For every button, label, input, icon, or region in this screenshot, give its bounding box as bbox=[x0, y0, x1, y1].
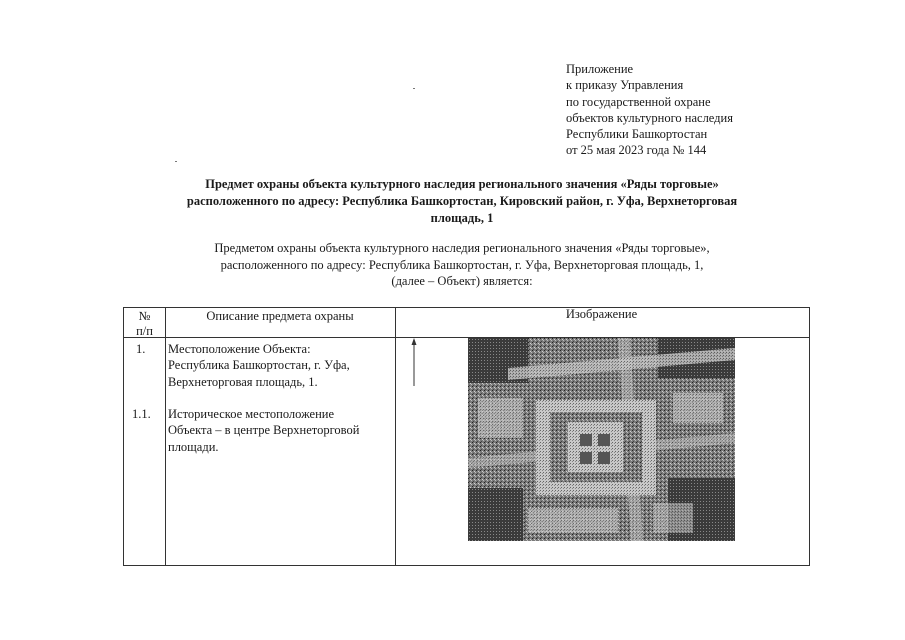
north-arrow-icon bbox=[409, 338, 419, 388]
intro-paragraph bbox=[120, 240, 804, 290]
title-line: Предмет охраны объекта культурного наследия регионального значения «Ряды торговые» bbox=[205, 177, 719, 191]
row-number: 1.1. bbox=[132, 407, 151, 421]
description-line: площади. bbox=[168, 439, 219, 454]
document-title bbox=[120, 176, 804, 227]
header-image: Изображение bbox=[565, 307, 638, 321]
appendix-line: Республики Башкортостан bbox=[566, 127, 708, 142]
intro-line: Предметом охраны объекта культурного наследия регионального значения «Ряды торговые», bbox=[214, 241, 710, 255]
scan-speck bbox=[175, 161, 177, 162]
row-description bbox=[168, 341, 393, 390]
appendix-line: к приказу Управления bbox=[566, 78, 684, 93]
description-line: Верхнеторговая площадь, 1. bbox=[168, 374, 318, 389]
appendix-block bbox=[566, 61, 886, 159]
title-line: расположенного по адресу: Республика Башкортостан, Кировский район, г. Уфа, Верхнеторговая bbox=[186, 194, 738, 208]
description-line: Историческое местоположение bbox=[168, 407, 335, 421]
aerial-photo bbox=[468, 338, 735, 541]
column-divider bbox=[165, 308, 166, 565]
appendix-line: Приложение bbox=[566, 62, 634, 76]
appendix-line: объектов культурного наследия bbox=[566, 110, 733, 125]
column-divider bbox=[395, 308, 396, 565]
row-description bbox=[168, 406, 393, 455]
description-line: Объекта – в центре Верхнеторговой bbox=[168, 423, 360, 438]
row-number: 1. bbox=[136, 342, 146, 356]
header-number bbox=[124, 309, 165, 339]
scan-speck bbox=[413, 88, 415, 89]
description-line: Республика Башкортостан, г. Уфа, bbox=[168, 358, 350, 373]
intro-line: расположенного по адресу: Республика Башкортостан, г. Уфа, Верхнеторговая площадь, 1, bbox=[220, 257, 704, 272]
intro-line: (далее – Объект) является: bbox=[391, 274, 533, 288]
description-line: Местоположение Объекта: bbox=[168, 342, 311, 356]
appendix-line: по государственной охране bbox=[566, 94, 711, 109]
title-line: площадь, 1 bbox=[430, 211, 494, 225]
header-description: Описание предмета охраны bbox=[206, 309, 354, 323]
header-number-symbol: № bbox=[138, 309, 151, 323]
header-number-abbr: п/п bbox=[136, 324, 153, 338]
appendix-line: от 25 мая 2023 года № 144 bbox=[566, 143, 707, 158]
